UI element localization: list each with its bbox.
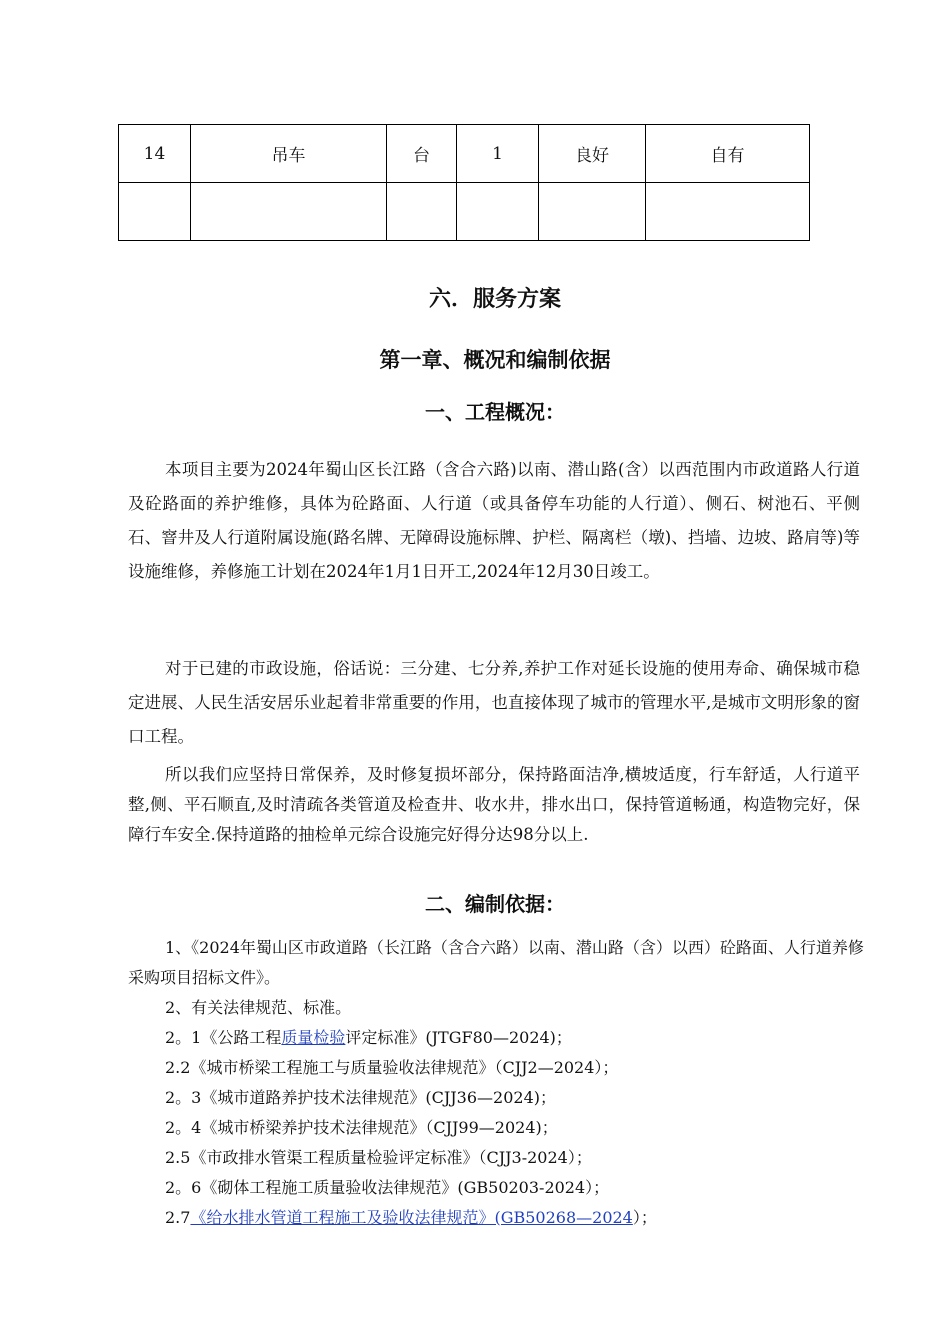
basis-heading: 二、编制依据： (425, 892, 565, 916)
table-cell (191, 183, 387, 241)
table-cell: 1 (457, 125, 539, 183)
item-text: 2。6《砌体工程施工质量验收法律规范》(GB50203-2024）； (165, 1178, 610, 1197)
item-text: ）； (632, 1208, 657, 1227)
table-cell (119, 183, 191, 241)
item-text: 1、《2024年蜀山区市政道路（长江路（含合六路）以南、潜山路（含）以西）砼路面、人行道养修采购项目招标文件》。 (128, 938, 864, 987)
overview-paragraph: 对于已建的市政设施，俗话说：三分建、七分养,养护工作对延长设施的使用寿命、确保城市稳定进展、人民生活安居乐业起着非常重要的作用，也直接体现了城市的管理水平,是城市文明形象的窗口工程。 (128, 659, 860, 746)
item-text: 2。4《城市桥梁养护技术法律规范》（CJJ99—2024)； (165, 1118, 558, 1137)
table-cell (539, 183, 646, 241)
list-item (128, 1053, 868, 1083)
table-cell: 14 (119, 125, 191, 183)
basis-list (128, 933, 868, 1233)
table-cell: 台 (387, 125, 457, 183)
table-cell: 良好 (539, 125, 646, 183)
section-title: 六．服务方案 (428, 287, 561, 312)
item-text: 2.5《市政排水管渠工程质量检验评定标准》（CJJ3-2024）； (165, 1148, 592, 1167)
overview-paragraph: 本项目主要为2024年蜀山区长江路（含合六路)以南、潜山路(含）以西范围内市政道路人行道及砼路面的养护维修，具体为砼路面、人行道（或具备停车功能的人行道）、侧石、树池石、平侧石、窨井及人行道附属设施(路名牌、无障碍设施标牌、护栏、隔离栏（墩)、挡墙、边坡、路肩等)等设施维修，养修施工计划在2024年1月1日开工,2024年12月30日竣工。 (128, 460, 860, 581)
list-item (128, 1203, 868, 1233)
item-text: 2。3《城市道路养护技术法律规范》(CJJ36—2024)； (165, 1088, 556, 1107)
overview-heading: 一、工程概况： (425, 400, 565, 424)
list-item (128, 933, 868, 993)
overview-paragraph: 所以我们应坚持日常保养，及时修复损坏部分，保持路面洁净,横坡适度，行车舒适，人行道平整,侧、平石顺直,及时清疏各类管道及检查井、收水井，排水出口，保持管道畅通，构造物完好，保障行车安全.保持道路的抽检单元综合设施完好得分达98分以上. (128, 765, 860, 844)
table-cell (646, 183, 810, 241)
water-drainage-standard-link[interactable]: 《给水排水管道工程施工及验收法律规范》(GB50268—2024 (190, 1208, 633, 1227)
list-item (128, 993, 868, 1023)
table-cell: 吊车 (191, 125, 387, 183)
table-cell: 自有 (646, 125, 810, 183)
table-cell (387, 183, 457, 241)
list-item (128, 1023, 868, 1053)
quality-inspection-link[interactable]: 质量检验 (281, 1028, 346, 1047)
table-row (119, 125, 810, 183)
list-item (128, 1083, 868, 1113)
equipment-table (118, 124, 810, 241)
list-item (128, 1173, 868, 1203)
chapter-title: 第一章、概况和编制依据 (379, 348, 611, 372)
table-cell (457, 183, 539, 241)
item-text: 2.7 (165, 1208, 191, 1227)
list-item (128, 1113, 868, 1143)
item-text: 评定标准》(JTGF80—2024)； (345, 1028, 572, 1047)
item-text: 2。1《公路工程 (165, 1028, 282, 1047)
table-row (119, 183, 810, 241)
item-text: 2、有关法律规范、标准。 (165, 998, 352, 1017)
list-item (128, 1143, 868, 1173)
item-text: 2.2《城市桥梁工程施工与质量验收法律规范》（CJJ2—2024）； (165, 1058, 619, 1077)
